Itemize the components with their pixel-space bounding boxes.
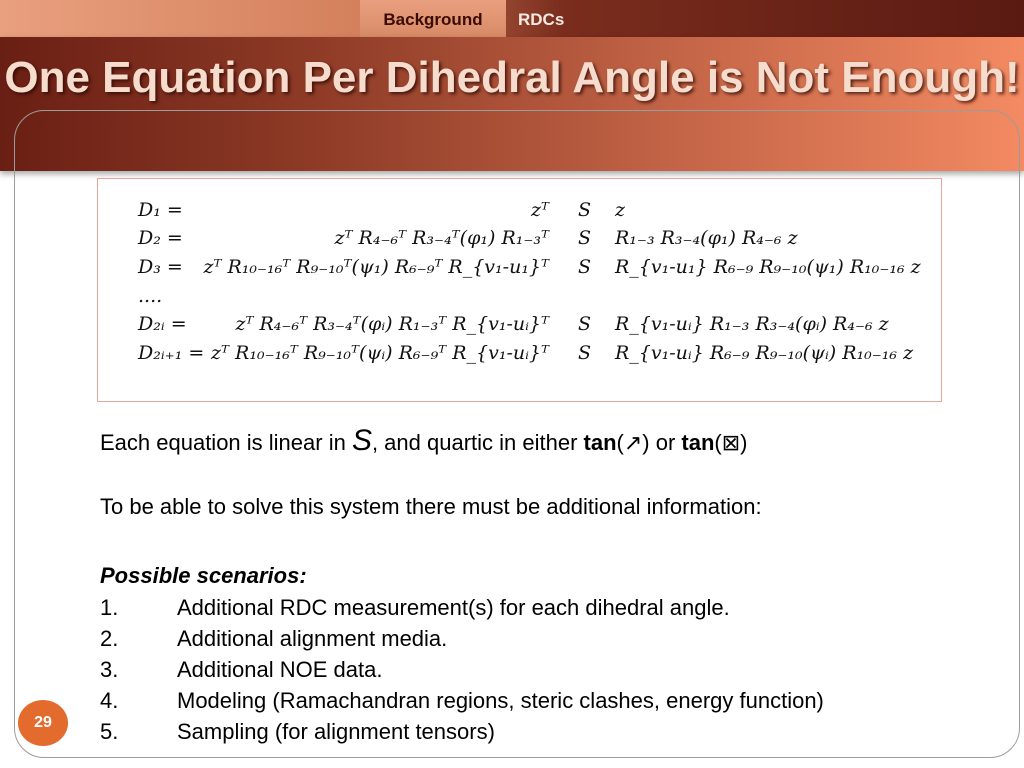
tan-label: tan: [583, 430, 617, 455]
equation-lhs: ....: [138, 285, 163, 307]
slide-title: One Equation Per Dihedral Angle is Not Enough!: [4, 53, 1020, 102]
list-number: 2.: [100, 626, 119, 651]
equation-right-factor: R_{v₁-uᵢ} R₆₋₉ R₉₋₁₀(ψᵢ) R₁₀₋₁₆ z: [615, 342, 914, 364]
s-symbol: S: [351, 424, 372, 457]
equation-lhs: D₂ =: [138, 227, 183, 249]
equation-s: S: [578, 199, 592, 221]
equation-s: S: [578, 256, 592, 278]
list-text: Sampling (for alignment tensors): [177, 719, 495, 744]
list-text: Modeling (Ramachandran regions, steric clashes, energy function): [177, 688, 824, 713]
equation-right-factor: R₁₋₃ R₃₋₄(φ₁) R₄₋₆ z: [615, 227, 798, 249]
equation-left-factor: zᵀ: [531, 199, 549, 221]
equation-left-factor: zᵀ R₄₋₆ᵀ R₃₋₄ᵀ(φ₁) R₁₋₃ᵀ: [334, 227, 549, 249]
nav-tab-rdcs[interactable]: RDCs: [518, 10, 565, 29]
equation-row: [98, 256, 941, 284]
list-number: 4.: [100, 688, 119, 713]
equation-lhs: D₁ =: [138, 199, 183, 221]
equation-s: S: [578, 227, 592, 249]
equation-row: [98, 227, 941, 255]
list-number: 1.: [100, 595, 119, 620]
additional-info-statement: To be able to solve this system there must be additional information:: [100, 494, 762, 519]
equation-lhs: D₂ᵢ =: [138, 313, 187, 335]
or-text: or: [649, 430, 682, 455]
linearity-statement: [100, 424, 748, 458]
quartic-text: , and quartic in either: [371, 430, 584, 455]
equation-row: [98, 285, 941, 313]
list-number: 5.: [100, 719, 119, 744]
linear-text: Each equation is linear in: [100, 430, 352, 455]
equation-right-factor: R_{v₁-u₁} R₆₋₉ R₉₋₁₀(ψ₁) R₁₀₋₁₆ z: [615, 256, 921, 278]
nav-tab-background[interactable]: Background: [360, 0, 506, 37]
equation-right-factor: R_{v₁-uᵢ} R₁₋₃ R₃₋₄(φᵢ) R₄₋₆ z: [615, 313, 889, 335]
equation-row: [98, 342, 941, 370]
scenarios-heading: Possible scenarios:: [100, 563, 307, 588]
list-text: Additional NOE data.: [177, 657, 383, 682]
equation-left-factor: zᵀ R₄₋₆ᵀ R₃₋₄ᵀ(φᵢ) R₁₋₃ᵀ R_{v₁-uᵢ}ᵀ: [235, 313, 549, 335]
equation-box: [97, 178, 942, 402]
top-navigation: [0, 0, 1024, 37]
equation-row: [98, 313, 941, 341]
list-text: Additional RDC measurement(s) for each dihedral angle.: [177, 595, 730, 620]
equation-left-factor: zᵀ R₁₀₋₁₆ᵀ R₉₋₁₀ᵀ(ψᵢ) R₆₋₉ᵀ R_{v₁-uᵢ}ᵀ: [211, 342, 549, 364]
list-number: 3.: [100, 657, 119, 682]
tan-argument: (⊠): [714, 430, 748, 455]
tan-argument: (↗): [616, 430, 650, 455]
equation-left-factor: zᵀ R₁₀₋₁₆ᵀ R₉₋₁₀ᵀ(ψ₁) R₆₋₉ᵀ R_{v₁-u₁}ᵀ: [203, 256, 549, 278]
equation-right-factor: z: [615, 199, 626, 221]
equation-row: [98, 199, 941, 227]
equation-lhs: D₃ =: [138, 256, 183, 278]
tan-label: tan: [681, 430, 715, 455]
list-text: Additional alignment media.: [177, 626, 448, 651]
equation-s: S: [578, 342, 592, 364]
page-number-badge: 29: [18, 700, 68, 746]
equation-s: S: [578, 313, 592, 335]
equation-lhs: D₂ᵢ₊₁ =: [138, 342, 205, 364]
